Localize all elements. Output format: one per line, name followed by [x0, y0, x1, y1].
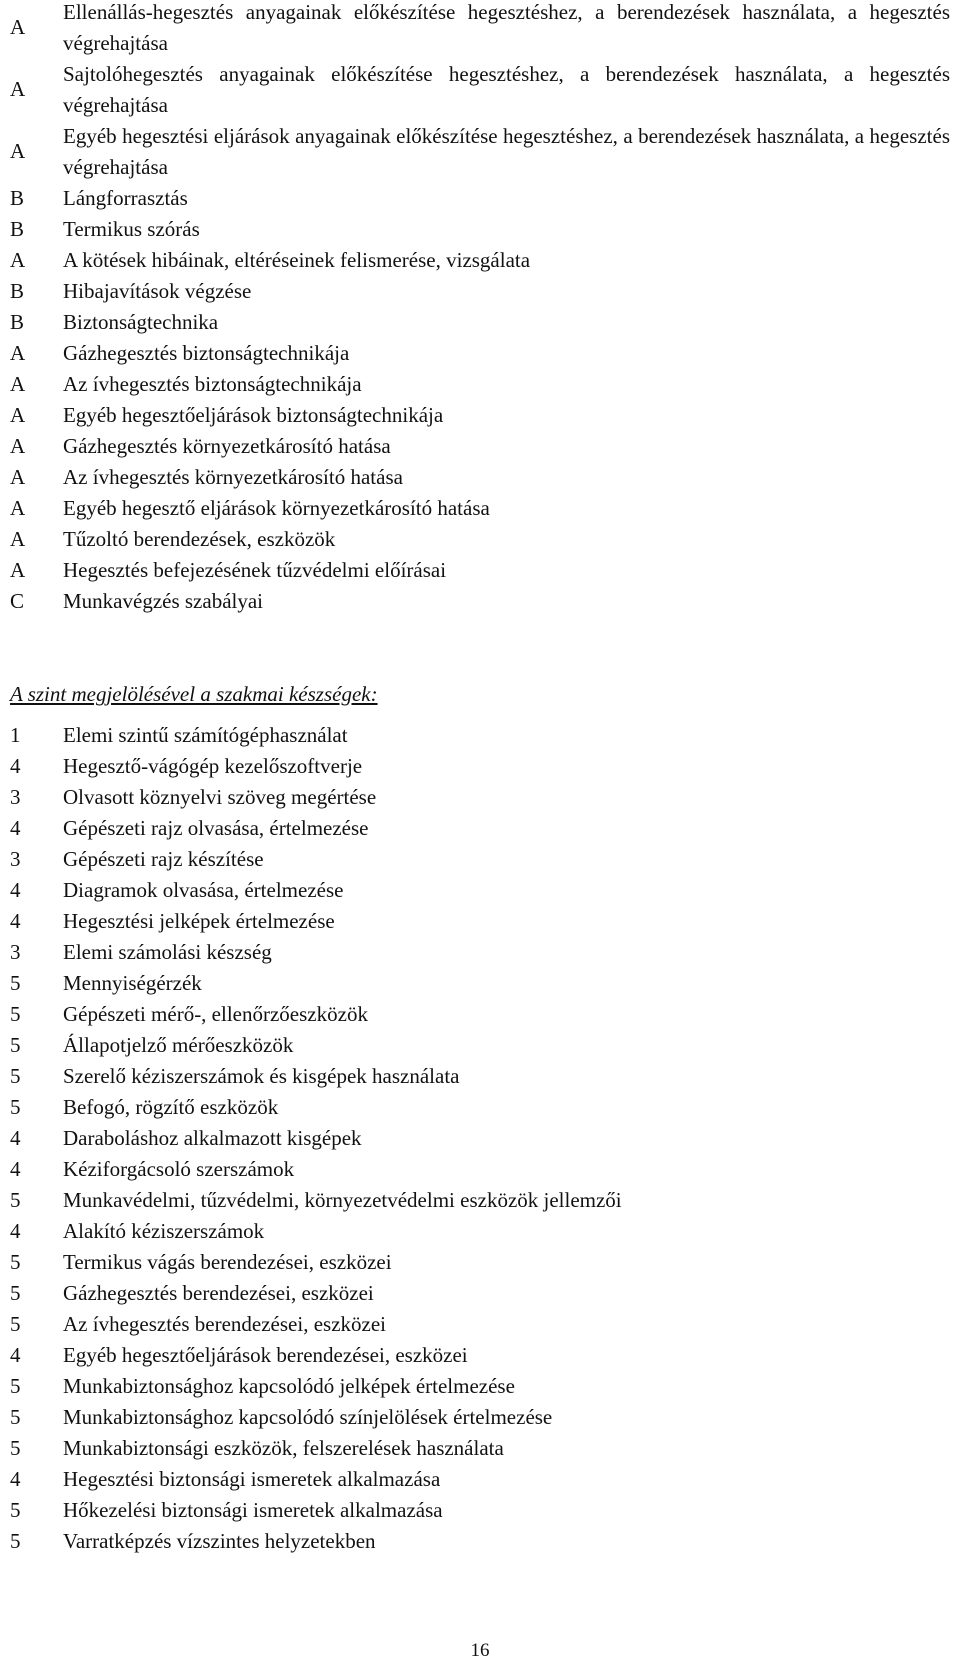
skills-heading: A szint megjelölésével a szakmai készségek: [10, 682, 378, 706]
topic-text: Az ívhegesztés biztonságtechnikája [63, 372, 362, 396]
skill-text: Olvasott köznyelvi szöveg megértése [63, 785, 377, 809]
topic-row [0, 214, 960, 245]
skill-text: Munkabiztonsághoz kapcsolódó jelképek értelmezése [63, 1374, 515, 1398]
skill-row [0, 1092, 960, 1123]
skill-row [0, 968, 960, 999]
topic-row [0, 307, 960, 338]
topic-level: A [10, 434, 26, 458]
skill-row [0, 1154, 960, 1185]
topic-level: A [10, 372, 26, 396]
topic-row [0, 524, 960, 555]
topic-level: B [10, 186, 25, 210]
topic-text: A kötések hibáinak, eltéréseinek felismerése, vizsgálata [63, 248, 531, 272]
skill-row [0, 999, 960, 1030]
skill-row [0, 1061, 960, 1092]
skill-row [0, 844, 960, 875]
skill-text: Munkabiztonsághoz kapcsolódó színjelölések értelmezése [63, 1405, 553, 1429]
topic-level: A [10, 465, 26, 489]
topic-list [0, 0, 960, 617]
skill-text: Varratképzés vízszintes helyzetekben [63, 1529, 376, 1553]
skill-text: Diagramok olvasása, értelmezése [63, 878, 344, 902]
topic-row [0, 276, 960, 307]
skill-level: 5 [10, 1095, 21, 1119]
skill-level: 5 [10, 971, 21, 995]
topic-text: Egyéb hegesztő eljárások környezetkárosító hatása [63, 496, 490, 520]
topic-row [0, 245, 960, 276]
topic-level: A [10, 15, 26, 39]
topic-text: Hibajavítások végzése [63, 279, 252, 303]
topic-text: Egyéb hegesztési eljárások anyagainak előkészítése hegesztéshez, a berendezések használata, a hegesztés végrehajtása [63, 124, 950, 179]
skill-text: Hegesztő-vágógép kezelőszoftverje [63, 754, 363, 778]
skill-text: Kéziforgácsoló szerszámok [63, 1157, 295, 1181]
topic-level: B [10, 279, 25, 303]
skill-level: 3 [10, 785, 21, 809]
skill-text: Munkabiztonsági eszközök, felszerelések használata [63, 1436, 504, 1460]
topic-row [0, 493, 960, 524]
skill-row [0, 1371, 960, 1402]
skill-level: 4 [10, 878, 21, 902]
skill-text: Gépészeti mérő-, ellenőrzőeszközök [63, 1002, 368, 1026]
topic-text: Az ívhegesztés környezetkárosító hatása [63, 465, 403, 489]
skill-level: 4 [10, 1219, 21, 1243]
topic-row [0, 400, 960, 431]
topic-row [0, 431, 960, 462]
topic-text: Munkavégzés szabályai [63, 589, 264, 613]
skill-row [0, 1495, 960, 1526]
skill-text: Befogó, rögzítő eszközök [63, 1095, 279, 1119]
skill-text: Gépészeti rajz olvasása, értelmezése [63, 816, 369, 840]
skill-text: Egyéb hegesztőeljárások berendezései, eszközei [63, 1343, 468, 1367]
topic-row [0, 369, 960, 400]
topic-text: Termikus szórás [63, 217, 200, 241]
skill-level: 4 [10, 1157, 21, 1181]
skill-level: 5 [10, 1498, 21, 1522]
topic-row [0, 586, 960, 617]
skill-row [0, 1526, 960, 1557]
topic-text: Gázhegesztés biztonságtechnikája [63, 341, 350, 365]
topic-level: A [10, 527, 26, 551]
skill-row [0, 1340, 960, 1371]
skill-row [0, 1464, 960, 1495]
skill-row [0, 751, 960, 782]
topic-level: B [10, 310, 25, 334]
skill-row [0, 1216, 960, 1247]
topic-text: Ellenállás-hegesztés anyagainak előkészítése hegesztéshez, a berendezések használata, a hegesztés végrehajtása [63, 0, 950, 55]
skill-row [0, 1030, 960, 1061]
skill-list [0, 720, 960, 1557]
skill-level: 5 [10, 1002, 21, 1026]
skill-level: 5 [10, 1436, 21, 1460]
skill-level: 4 [10, 816, 21, 840]
skill-level: 5 [10, 1188, 21, 1212]
skill-text: Állapotjelző mérőeszközök [63, 1033, 294, 1057]
topic-level: A [10, 558, 26, 582]
skill-row [0, 1309, 960, 1340]
skill-text: Elemi szintű számítógéphasználat [63, 723, 348, 747]
skill-text: Gépészeti rajz készítése [63, 847, 264, 871]
skill-level: 5 [10, 1312, 21, 1336]
skill-text: Hőkezelési biztonsági ismeretek alkalmazása [63, 1498, 443, 1522]
topic-level: C [10, 589, 25, 613]
topic-text: Sajtolóhegesztés anyagainak előkészítése hegesztéshez, a berendezések használata, a hegesztés végrehajtása [63, 62, 950, 117]
topic-level: B [10, 217, 25, 241]
skill-row [0, 1185, 960, 1216]
skill-level: 5 [10, 1250, 21, 1274]
topic-text: Biztonságtechnika [63, 310, 219, 334]
topic-text: Gázhegesztés környezetkárosító hatása [63, 434, 391, 458]
skill-row [0, 813, 960, 844]
topic-row [0, 183, 960, 214]
topic-text: Egyéb hegesztőeljárások biztonságtechnikája [63, 403, 444, 427]
skill-level: 4 [10, 909, 21, 933]
skill-text: Alakító kéziszerszámok [63, 1219, 265, 1243]
topic-level: A [10, 341, 26, 365]
skill-level: 4 [10, 1343, 21, 1367]
skill-level: 5 [10, 1374, 21, 1398]
topic-text: Hegesztés befejezésének tűzvédelmi előírásai [63, 558, 447, 582]
skill-level: 5 [10, 1281, 21, 1305]
topic-row [0, 555, 960, 586]
skill-text: Elemi számolási készség [63, 940, 272, 964]
skill-text: Mennyiségérzék [63, 971, 202, 995]
skill-level: 5 [10, 1529, 21, 1553]
skill-row [0, 875, 960, 906]
topic-level: A [10, 403, 26, 427]
skill-level: 4 [10, 1126, 21, 1150]
skill-level: 3 [10, 847, 21, 871]
skill-level: 3 [10, 940, 21, 964]
topic-row [0, 59, 960, 121]
skill-row [0, 1123, 960, 1154]
topic-text: Tűzoltó berendezések, eszközök [63, 527, 336, 551]
skill-level: 5 [10, 1405, 21, 1429]
skill-text: Hegesztési jelképek értelmezése [63, 909, 335, 933]
topic-row [0, 0, 960, 59]
skill-text: Daraboláshoz alkalmazott kisgépek [63, 1126, 362, 1150]
skill-level: 5 [10, 1064, 21, 1088]
skill-level: 4 [10, 754, 21, 778]
skill-row [0, 782, 960, 813]
skill-text: Termikus vágás berendezései, eszközei [63, 1250, 392, 1274]
skill-row [0, 906, 960, 937]
skill-row [0, 937, 960, 968]
skill-text: Az ívhegesztés berendezései, eszközei [63, 1312, 386, 1336]
topic-row [0, 121, 960, 183]
skill-level: 4 [10, 1467, 21, 1491]
topic-level: A [10, 496, 26, 520]
skill-row [0, 1402, 960, 1433]
skill-text: Gázhegesztés berendezései, eszközei [63, 1281, 374, 1305]
skill-text: Munkavédelmi, tűzvédelmi, környezetvédelmi eszközök jellemzői [63, 1188, 622, 1212]
skill-level: 5 [10, 1033, 21, 1057]
skill-text: Szerelő kéziszerszámok és kisgépek használata [63, 1064, 460, 1088]
topic-row [0, 462, 960, 493]
skill-row [0, 1433, 960, 1464]
skill-row [0, 1278, 960, 1309]
skill-row [0, 720, 960, 751]
topic-row [0, 338, 960, 369]
skill-row [0, 1247, 960, 1278]
topic-level: A [10, 139, 26, 163]
topic-text: Lángforrasztás [63, 186, 188, 210]
topic-level: A [10, 248, 26, 272]
skill-text: Hegesztési biztonsági ismeretek alkalmazása [63, 1467, 441, 1491]
skill-level: 1 [10, 723, 21, 747]
topic-level: A [10, 77, 26, 101]
page-number: 16 [470, 1640, 490, 1661]
